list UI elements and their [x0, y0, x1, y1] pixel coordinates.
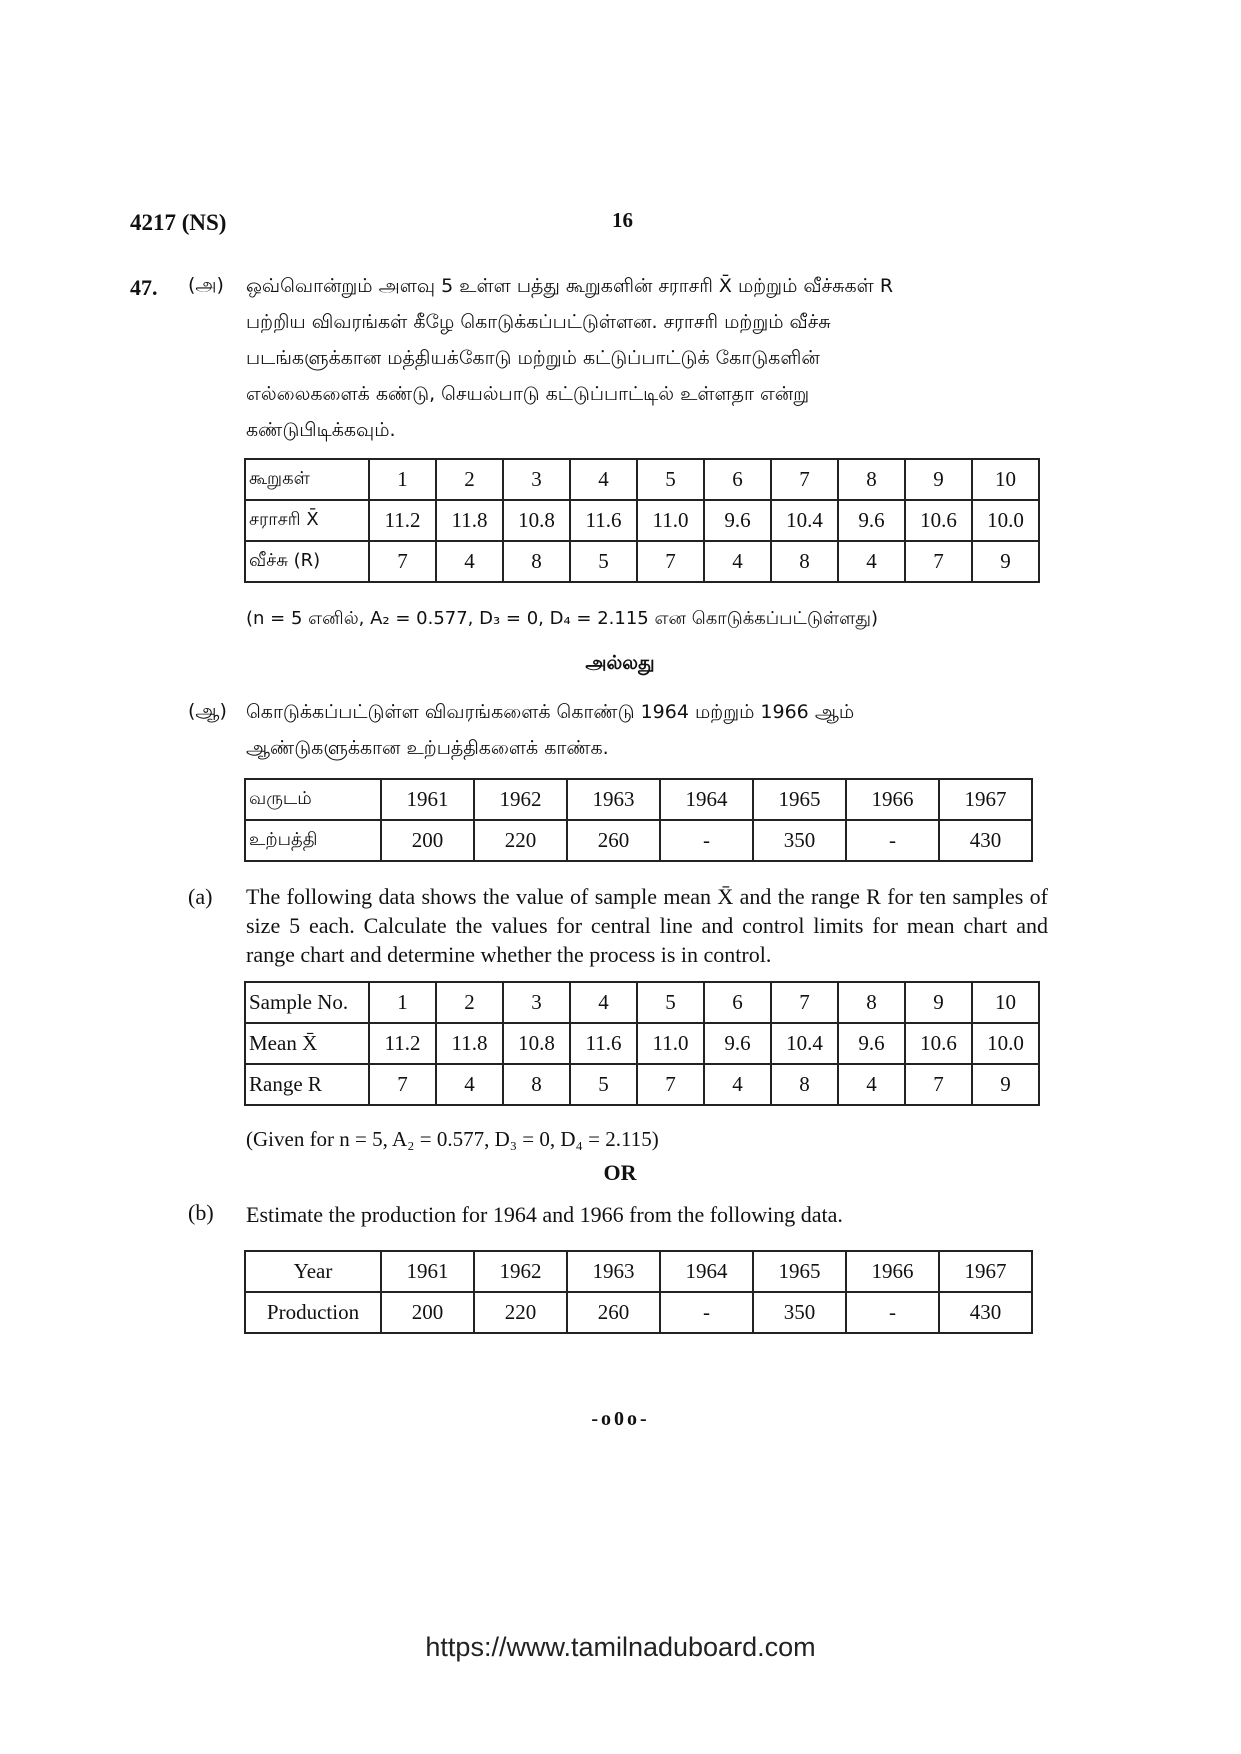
table-cell: 7 [637, 541, 704, 582]
english-part-a-text: The following data shows the value of sample mean X̄ and the range R for ten samples of size 5 each. Calculate the values for central line and control limits for mean chart and range chart and determine whether the process is in control. [246, 884, 1048, 967]
table-cell: 9.6 [704, 1023, 771, 1064]
table-cell: 10.8 [503, 1023, 570, 1064]
table-cell: 7 [369, 541, 436, 582]
row-label: வீச்சு (R) [245, 541, 369, 582]
table-cell: - [660, 820, 753, 861]
english-control-chart-table [244, 981, 1040, 1106]
table-cell: 8 [838, 459, 905, 500]
page-number: 16 [612, 208, 633, 232]
table-cell: 1964 [660, 779, 753, 820]
table-cell: 430 [939, 1292, 1032, 1333]
tamil-control-chart-table [244, 458, 1040, 583]
table-cell: 5 [570, 1064, 637, 1105]
table-cell: 1963 [567, 779, 660, 820]
or-label-tamil: அல்லது [585, 652, 655, 674]
table-cell: 1 [369, 459, 436, 500]
table-cell: 10.8 [503, 500, 570, 541]
table-cell: 8 [771, 1064, 838, 1105]
tamil-part-a-text [246, 268, 1046, 448]
table-cell: - [660, 1292, 753, 1333]
table-cell: 1962 [474, 1251, 567, 1292]
table-cell: 9.6 [704, 500, 771, 541]
table-cell: 10 [972, 459, 1039, 500]
english-part-b-marker: (b) [188, 1200, 214, 1225]
table-row [245, 1023, 1039, 1064]
tamil-a-line: எல்லைகளைக் கண்டு, செயல்பாடு கட்டுப்பாட்டில் உள்ளதா என்று [246, 383, 810, 405]
table-cell: 4 [570, 982, 637, 1023]
english-production-table [244, 1250, 1033, 1334]
tamil-part-b-marker: (ஆ) [188, 700, 227, 722]
table-cell: - [846, 820, 939, 861]
table-cell: 11.6 [570, 500, 637, 541]
table-cell: 200 [381, 820, 474, 861]
table-cell: 430 [939, 820, 1032, 861]
table-cell: 11.0 [637, 500, 704, 541]
row-label: Production [245, 1292, 381, 1333]
tamil-production-table [244, 778, 1033, 862]
table-cell: 1966 [846, 1251, 939, 1292]
table-cell: 350 [753, 820, 846, 861]
table-cell: 260 [567, 820, 660, 861]
table-row [245, 1251, 1032, 1292]
row-label: சராசரி X̄ [245, 500, 369, 541]
table-cell: 1963 [567, 1251, 660, 1292]
table-cell: 220 [474, 820, 567, 861]
english-part-a-marker: (a) [188, 884, 213, 909]
table-cell: 1965 [753, 779, 846, 820]
table-cell: 5 [637, 459, 704, 500]
row-label: Mean X̄ [245, 1023, 369, 1064]
tamil-b-line: கொடுக்கப்பட்டுள்ள விவரங்களைக் கொண்டு 1964 மற்றும் 1966 ஆம் [246, 701, 855, 723]
table-cell: 10 [972, 982, 1039, 1023]
row-label: வருடம் [245, 779, 381, 820]
table-cell: 5 [570, 541, 637, 582]
table-cell: 9 [905, 982, 972, 1023]
table-cell: 4 [704, 541, 771, 582]
table-cell: 1966 [846, 779, 939, 820]
table-cell: 4 [704, 1064, 771, 1105]
table-cell: 11.2 [369, 500, 436, 541]
table-cell: 11.6 [570, 1023, 637, 1064]
table-cell: 4 [838, 541, 905, 582]
row-label: Range R [245, 1064, 369, 1105]
english-part-a-given: (Given for n = 5, A₂ = 0.577, D₃ = 0, D₄ = 2.115) [246, 1127, 659, 1151]
table-cell: 5 [637, 982, 704, 1023]
table-cell: 7 [905, 1064, 972, 1105]
table-cell: 1961 [381, 1251, 474, 1292]
table-cell: 1 [369, 982, 436, 1023]
table-cell: 11.2 [369, 1023, 436, 1064]
table-row [245, 820, 1032, 861]
tamil-a-line: ஒவ்வொன்றும் அளவு 5 உள்ள பத்து கூறுகளின் சராசரி X̄ மற்றும் வீச்சுகள் R [246, 275, 894, 297]
tamil-part-b-text [246, 694, 1046, 766]
tamil-part-a-given: (n = 5 எனில், A₂ = 0.577, D₃ = 0, D₄ = 2.115 என கொடுக்கப்பட்டுள்ளது) [246, 608, 879, 629]
table-cell: 1965 [753, 1251, 846, 1292]
table-row [245, 459, 1039, 500]
table-cell: 7 [905, 541, 972, 582]
table-cell: 4 [436, 1064, 503, 1105]
table-row [245, 541, 1039, 582]
row-label: Year [245, 1251, 381, 1292]
table-cell: - [846, 1292, 939, 1333]
table-cell: 9 [972, 1064, 1039, 1105]
table-cell: 260 [567, 1292, 660, 1333]
or-label-english: OR [603, 1160, 637, 1185]
row-label: Sample No. [245, 982, 369, 1023]
table-cell: 6 [704, 982, 771, 1023]
table-cell: 7 [637, 1064, 704, 1105]
table-cell: 4 [570, 459, 637, 500]
table-cell: 10.4 [771, 500, 838, 541]
tamil-a-line: பற்றிய விவரங்கள் கீழே கொடுக்கப்பட்டுள்ளன. சராசரி மற்றும் வீச்சு [246, 311, 831, 333]
table-cell: 1967 [939, 1251, 1032, 1292]
table-cell: 200 [381, 1292, 474, 1333]
website-url: https://www.tamilnaduboard.com [425, 1632, 816, 1662]
table-cell: 10.0 [972, 500, 1039, 541]
table-cell: 9.6 [838, 1023, 905, 1064]
table-cell: 10.4 [771, 1023, 838, 1064]
table-cell: 1962 [474, 779, 567, 820]
table-cell: 9.6 [838, 500, 905, 541]
table-row [245, 982, 1039, 1023]
table-cell: 350 [753, 1292, 846, 1333]
tamil-a-line: படங்களுக்கான மத்தியக்கோடு மற்றும் கட்டுப்பாட்டுக் கோடுகளின் [246, 347, 820, 369]
table-cell: 8 [838, 982, 905, 1023]
row-label: கூறுகள் [245, 459, 369, 500]
table-cell: 10.6 [905, 1023, 972, 1064]
tamil-a-line: கண்டுபிடிக்கவும். [246, 419, 396, 441]
table-row [245, 779, 1032, 820]
table-cell: 2 [436, 982, 503, 1023]
table-cell: 7 [369, 1064, 436, 1105]
table-row [245, 1064, 1039, 1105]
table-cell: 11.0 [637, 1023, 704, 1064]
table-cell: 1964 [660, 1251, 753, 1292]
table-row [245, 1292, 1032, 1333]
table-cell: 11.8 [436, 500, 503, 541]
paper-code: 4217 (NS) [130, 210, 227, 235]
table-cell: 3 [503, 459, 570, 500]
tamil-b-line: ஆண்டுகளுக்கான உற்பத்திகளைக் காண்க. [246, 737, 609, 759]
table-cell: 220 [474, 1292, 567, 1333]
table-cell: 4 [436, 541, 503, 582]
row-label: உற்பத்தி [245, 820, 381, 861]
table-cell: 11.8 [436, 1023, 503, 1064]
table-cell: 9 [972, 541, 1039, 582]
english-part-b-text: Estimate the production for 1964 and 1966 from the following data. [246, 1202, 843, 1227]
table-cell: 1961 [381, 779, 474, 820]
table-cell: 10.6 [905, 500, 972, 541]
table-cell: 1967 [939, 779, 1032, 820]
table-cell: 8 [771, 541, 838, 582]
question-number: 47. [130, 275, 158, 300]
table-cell: 9 [905, 459, 972, 500]
tamil-part-a-marker: (அ) [188, 274, 224, 296]
table-cell: 10.0 [972, 1023, 1039, 1064]
table-cell: 8 [503, 541, 570, 582]
table-cell: 2 [436, 459, 503, 500]
table-cell: 6 [704, 459, 771, 500]
table-row [245, 500, 1039, 541]
table-cell: 3 [503, 982, 570, 1023]
end-of-paper-mark: -o0o- [591, 1408, 650, 1430]
table-cell: 4 [838, 1064, 905, 1105]
table-cell: 8 [503, 1064, 570, 1105]
table-cell: 7 [771, 459, 838, 500]
table-cell: 7 [771, 982, 838, 1023]
